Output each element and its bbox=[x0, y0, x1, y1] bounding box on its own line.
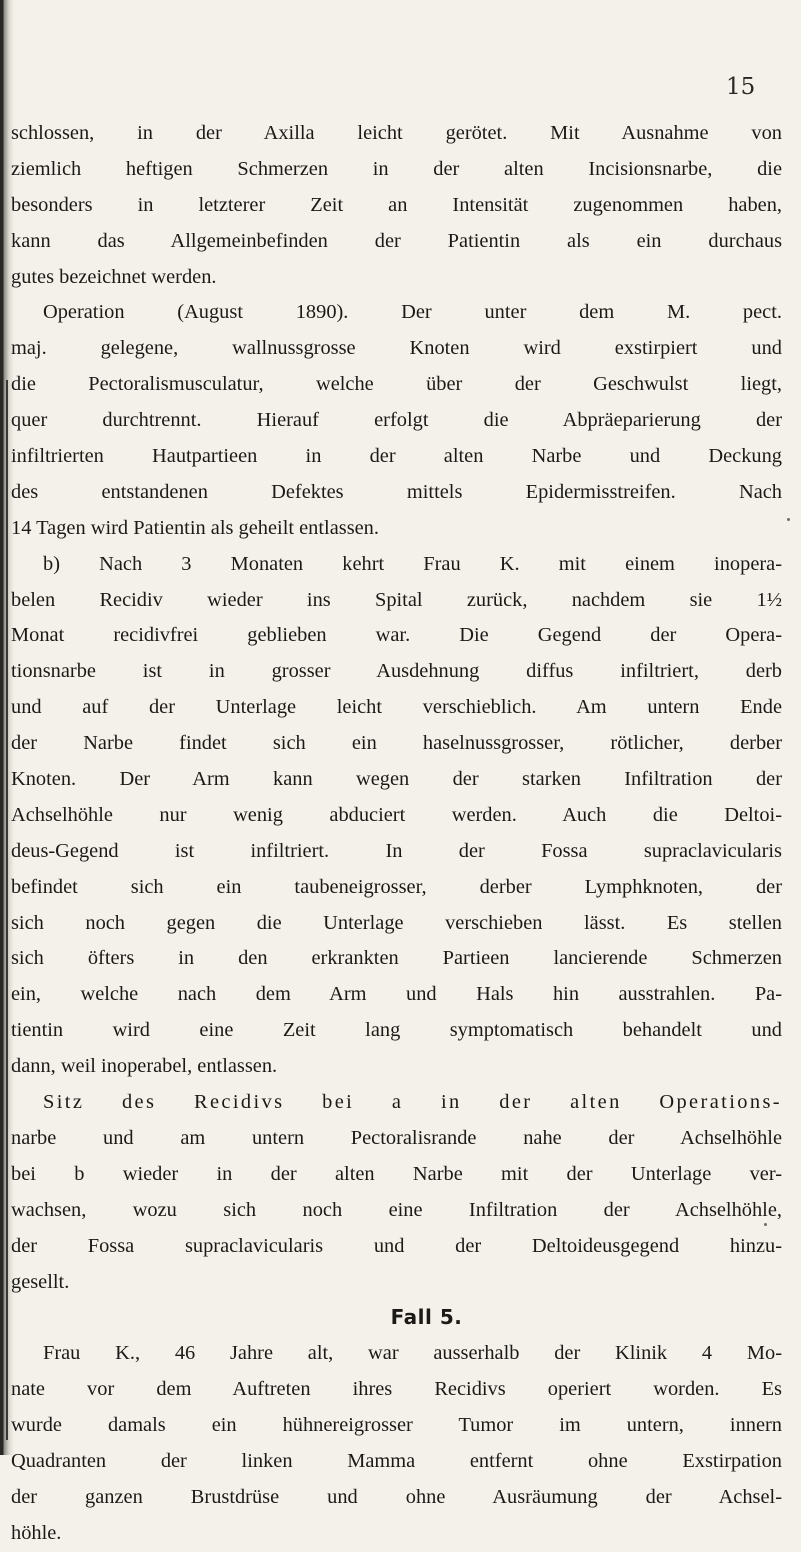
text-line: ziemlich heftigen Schmerzen in der alten Incisionsnarbe, die bbox=[11, 157, 782, 180]
text-line: der Narbe findet sich ein haselnussgrosser, rötlicher, derber bbox=[11, 732, 782, 755]
body-text bbox=[11, 116, 782, 1552]
text-line: die Pectoralismusculatur, welche über der Geschwulst liegt, bbox=[11, 373, 782, 396]
text-line: wurde damals ein hühnereigrosser Tumor im untern, innern bbox=[11, 1414, 782, 1437]
text-line: der ganzen Brustdrüse und ohne Ausräumung der Achsel- bbox=[11, 1485, 782, 1508]
text-line: Achselhöhle nur wenig abduciert werden. Auch die Deltoi- bbox=[11, 803, 782, 826]
text-line: Operation (August 1890). Der unter dem M. pect. bbox=[43, 301, 782, 324]
text-line: Quadranten der linken Mamma entfernt ohne Exstirpation bbox=[11, 1449, 782, 1472]
text-line: b) Nach 3 Monaten kehrt Frau K. mit einem inopera- bbox=[43, 552, 782, 575]
text-line: infiltrierten Hautpartieen in der alten Narbe und Deckung bbox=[11, 445, 782, 468]
text-line: besonders in letzterer Zeit an Intensität zugenommen haben, bbox=[11, 193, 782, 216]
page-number: 15 bbox=[726, 74, 756, 100]
text-line: nate vor dem Auftreten ihres Recidivs operiert worden. Es bbox=[11, 1378, 782, 1401]
text-line: 14 Tagen wird Patientin als geheilt entlassen. bbox=[11, 516, 379, 539]
text-line: des entstandenen Defektes mittels Epidermisstreifen. Nach bbox=[11, 480, 782, 503]
text-line: tientin wird eine Zeit lang symptomatisch behandelt und bbox=[11, 1019, 782, 1042]
text-line: bei b wieder in der alten Narbe mit der Unterlage ver- bbox=[11, 1162, 782, 1185]
text-line: sich noch gegen die Unterlage verschieben lässt. Es stellen bbox=[11, 911, 782, 934]
text-line: tionsnarbe ist in grosser Ausdehnung diffus infiltriert, derb bbox=[11, 660, 782, 683]
text-line: maj. gelegene, wallnussgrosse Knoten wird exstirpiert und bbox=[11, 337, 782, 360]
text-line: Frau K., 46 Jahre alt, war ausserhalb der Klinik 4 Mo- bbox=[43, 1342, 782, 1365]
text-line: Sitz des Recidivs bei a in der alten Operations- bbox=[43, 1091, 782, 1114]
text-line: der Fossa supraclavicularis und der Deltoideusgegend hinzu- bbox=[11, 1234, 782, 1257]
text-line: befindet sich ein taubeneigrosser, derber Lymphknoten, der bbox=[11, 875, 782, 898]
text-line: höhle. bbox=[11, 1521, 62, 1544]
text-line: dann, weil inoperabel, entlassen. bbox=[11, 1055, 278, 1078]
text-line: Monat recidivfrei geblieben war. Die Gegend der Opera- bbox=[11, 624, 782, 647]
text-line: Knoten. Der Arm kann wegen der starken Infiltration der bbox=[11, 768, 782, 791]
text-line: deus-Gegend ist infiltriert. In der Fossa supraclavicularis bbox=[11, 839, 782, 862]
text-line: sich öfters in den erkrankten Partieen lancierende Schmerzen bbox=[11, 947, 782, 970]
paper-speck bbox=[787, 518, 790, 521]
text-line: quer durchtrennt. Hierauf erfolgt die Abpräeparierung der bbox=[11, 409, 782, 432]
text-line: gutes bezeichnet werden. bbox=[11, 265, 217, 288]
text-line: schlossen, in der Axilla leicht gerötet. Mit Ausnahme von bbox=[11, 122, 782, 144]
text-line: belen Recidiv wieder ins Spital zurück, nachdem sie 1½ bbox=[11, 588, 782, 611]
paper-speck bbox=[764, 1223, 767, 1226]
text-line: und auf der Unterlage leicht verschieblich. Am untern Ende bbox=[11, 696, 782, 719]
text-line: ein, welche nach dem Arm und Hals hin ausstrahlen. Pa- bbox=[11, 983, 782, 1006]
text-line: gesellt. bbox=[11, 1270, 70, 1293]
text-line: narbe und am untern Pectoralisrande nahe der Achselhöhle bbox=[11, 1126, 782, 1149]
text-line: wachsen, wozu sich noch eine Infiltration der Achselhöhle, bbox=[11, 1198, 782, 1221]
section-heading: Fall 5. bbox=[390, 1305, 463, 1330]
binding-shadow-line bbox=[6, 380, 8, 1440]
text-line: kann das Allgemeinbefinden der Patientin als ein durchaus bbox=[11, 229, 782, 252]
